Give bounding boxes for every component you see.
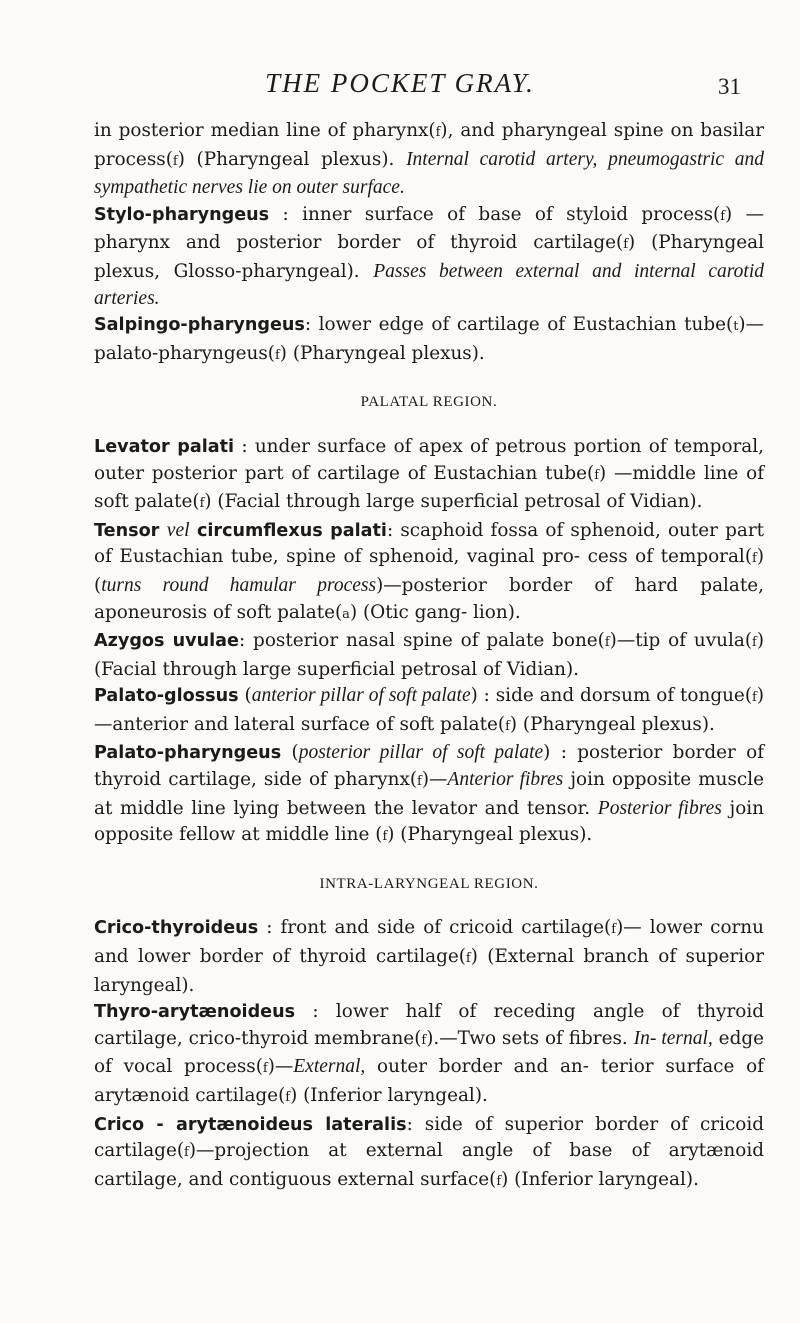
muscle-name: Crico - arytænoideus lateralis — [94, 1114, 407, 1135]
abbreviation: f — [623, 237, 629, 253]
abbreviation: f — [720, 208, 726, 224]
abbreviation: f — [285, 1090, 291, 1105]
text-run: : front and side of cricoid cartilage( — [258, 917, 612, 939]
abbreviation: f — [604, 635, 610, 651]
text-run: ) (Facial through large superficial petrosal of Vidian). — [94, 630, 764, 680]
text-run: vel — [166, 519, 190, 541]
text-run: turns round hamular process — [101, 574, 377, 596]
text-run: ) —pharynx and posterior border of thyroid cartilage( — [94, 203, 764, 254]
abbreviation: f — [199, 496, 205, 512]
paragraph-stylo-pharyngeus — [94, 202, 764, 312]
muscle-name: Azygos uvulae — [94, 631, 239, 652]
abbreviation: f — [465, 951, 471, 967]
text-run: )— lower cornu and lower border of thyroid cartilage( — [94, 917, 765, 968]
abbreviation: f — [752, 690, 757, 706]
text-run: )—anterior and lateral surface of soft palate( — [94, 685, 764, 735]
paragraph-palato-glossus — [94, 683, 764, 740]
abbreviation: f — [274, 347, 280, 363]
abbreviation: f — [435, 125, 441, 140]
paragraph-intro-continuation — [94, 118, 764, 202]
paragraph-crico-arytaenoideus-lateralis — [94, 1112, 764, 1196]
abbreviation: t — [733, 319, 739, 335]
text-run: ) (Otic gang- lion). — [349, 601, 521, 623]
text-run: )— — [267, 1056, 294, 1078]
muscle-name: Stylo-pharyngeus — [94, 204, 270, 225]
text-run: ).—Two sets of fibres. — [426, 1027, 634, 1049]
abbreviation: f — [184, 1145, 189, 1161]
text-run: Passes between external and internal carotid arteries. — [94, 260, 764, 309]
text-run: ) (Pharyngeal plexus). — [387, 824, 593, 846]
text-run: Anterior fibres — [447, 769, 564, 791]
paragraph-levator-palati — [94, 434, 764, 518]
paragraph-tensor-vel-circumflexus-palati — [94, 518, 764, 628]
muscle-name: Tensor — [94, 520, 167, 541]
text-run: External, — [293, 1056, 366, 1078]
text-run: : scaphoid fossa of sphenoid, outer part of Eustachian tube, spine of sphenoid, vaginal pro- cess of temporal( — [94, 519, 765, 568]
text-run: ( — [281, 742, 299, 764]
abbreviation: f — [417, 774, 422, 790]
text-run: ) (Pharyngeal plexus). — [509, 713, 715, 735]
text-run: ) —middle line of soft palate( — [94, 462, 765, 513]
text-run: : inner surface of base of styloid process( — [269, 203, 721, 225]
abbreviation: f — [421, 1032, 427, 1048]
text-run: : side of superior border of cricoid cartilage( — [94, 1113, 764, 1162]
text-run: ) (Pharyngeal plexus, Glosso-pharyngeal). — [94, 232, 764, 282]
text-run: In- ternal, — [633, 1027, 713, 1049]
abbreviation: a — [342, 606, 350, 622]
text-run: : under surface of apex of petrous portion of temporal, outer posterior part of cartilage of Eustachian tube( — [94, 435, 764, 484]
abbreviation: f — [496, 1173, 502, 1189]
text-run: ( — [238, 685, 252, 707]
text-run: )—posterior border of hard palate, aponeurosis of soft palate( — [94, 574, 764, 623]
text-run: in posterior median line of pharynx( — [94, 120, 436, 141]
muscle-name: Levator palati — [94, 436, 235, 457]
text-run: posterior pillar of soft palate — [298, 742, 544, 764]
text-run: : posterior nasal spine of palate bone( — [238, 630, 605, 652]
paragraph-thyro-arytaenoideus — [94, 999, 764, 1111]
text-run: Posterior fibres — [597, 797, 722, 819]
text-run: outer border and an- terior surface of arytænoid cartilage( — [94, 1056, 764, 1106]
abbreviation: f — [752, 635, 757, 651]
text-run: ) : posterior border of thyroid cartilage, side of pharynx( — [94, 742, 764, 791]
abbreviation: f — [594, 467, 600, 483]
text-run: )—palato-pharyngeus( — [94, 314, 764, 364]
muscle-name: Palato-glossus — [94, 686, 239, 707]
abbreviation: f — [262, 1061, 268, 1077]
paragraph-palato-pharyngeus — [94, 740, 764, 850]
abbreviation: f — [752, 551, 757, 567]
text-run: join opposite fellow at middle line ( — [94, 797, 764, 846]
text-run: ) ( — [94, 546, 764, 596]
muscle-name: Salpingo-pharyngeus — [94, 315, 305, 336]
text-run: ) (Pharyngeal plexus). — [279, 342, 485, 364]
running-head: THE POCKET GRAY. — [265, 68, 535, 98]
page-number: 31 — [718, 74, 741, 99]
text-run: ) (Inferior laryngeal). — [501, 1168, 699, 1190]
page-body — [94, 118, 764, 1195]
text-run: )—projection at external angle of base of arytænoid cartilage, and contiguous external surface( — [94, 1140, 764, 1190]
paragraph-crico-thyroideus — [94, 915, 764, 999]
paragraph-azygos-uvulae — [94, 628, 764, 683]
abbreviation: f — [505, 718, 510, 734]
muscle-name: Thyro-arytænoideus — [94, 1002, 296, 1023]
paragraph-salpingo-pharyngeus — [94, 312, 764, 369]
text-run: )— — [421, 769, 448, 791]
text-run: anterior pillar of soft palate — [251, 685, 471, 707]
text-run: ) (Inferior laryngeal). — [290, 1085, 488, 1106]
text-run: edge of vocal process( — [94, 1027, 764, 1078]
abbreviation: f — [172, 153, 178, 169]
text-run: )—tip of uvula( — [609, 630, 752, 652]
muscle-name: circumflexus palati — [189, 520, 387, 541]
text-run: ), and pharyngeal spine on basilar process( — [94, 120, 765, 170]
muscle-name: Crico-thyroideus — [94, 918, 259, 939]
text-run: join opposite muscle at middle line lying between the levator and tensor. — [94, 769, 764, 819]
text-run: Internal carotid artery, pneumogastric and sympathetic nerves lie on outer surface. — [94, 148, 765, 199]
text-run: ) (Facial through large superficial petrosal of Vidian). — [204, 491, 703, 513]
text-run: : lower edge of cartilage of Eustachian tube( — [304, 314, 734, 336]
intra-laryngeal-region-heading: INTRA-LARYNGEAL REGION. — [319, 875, 539, 892]
text-run: ) (Pharyngeal plexus). — [177, 148, 407, 170]
text-run: ) : side and dorsum of tongue( — [470, 685, 752, 707]
palatal-region-heading: PALATAL REGION. — [360, 394, 498, 411]
abbreviation: f — [382, 829, 388, 845]
muscle-name: Palato-pharyngeus — [94, 743, 282, 764]
text-run: : lower half of receding angle of thyroid cartilage, crico-thyroid membrane( — [94, 1001, 764, 1049]
abbreviation: f — [611, 922, 617, 938]
text-run: ) (External branch of superior laryngeal). — [94, 946, 764, 996]
